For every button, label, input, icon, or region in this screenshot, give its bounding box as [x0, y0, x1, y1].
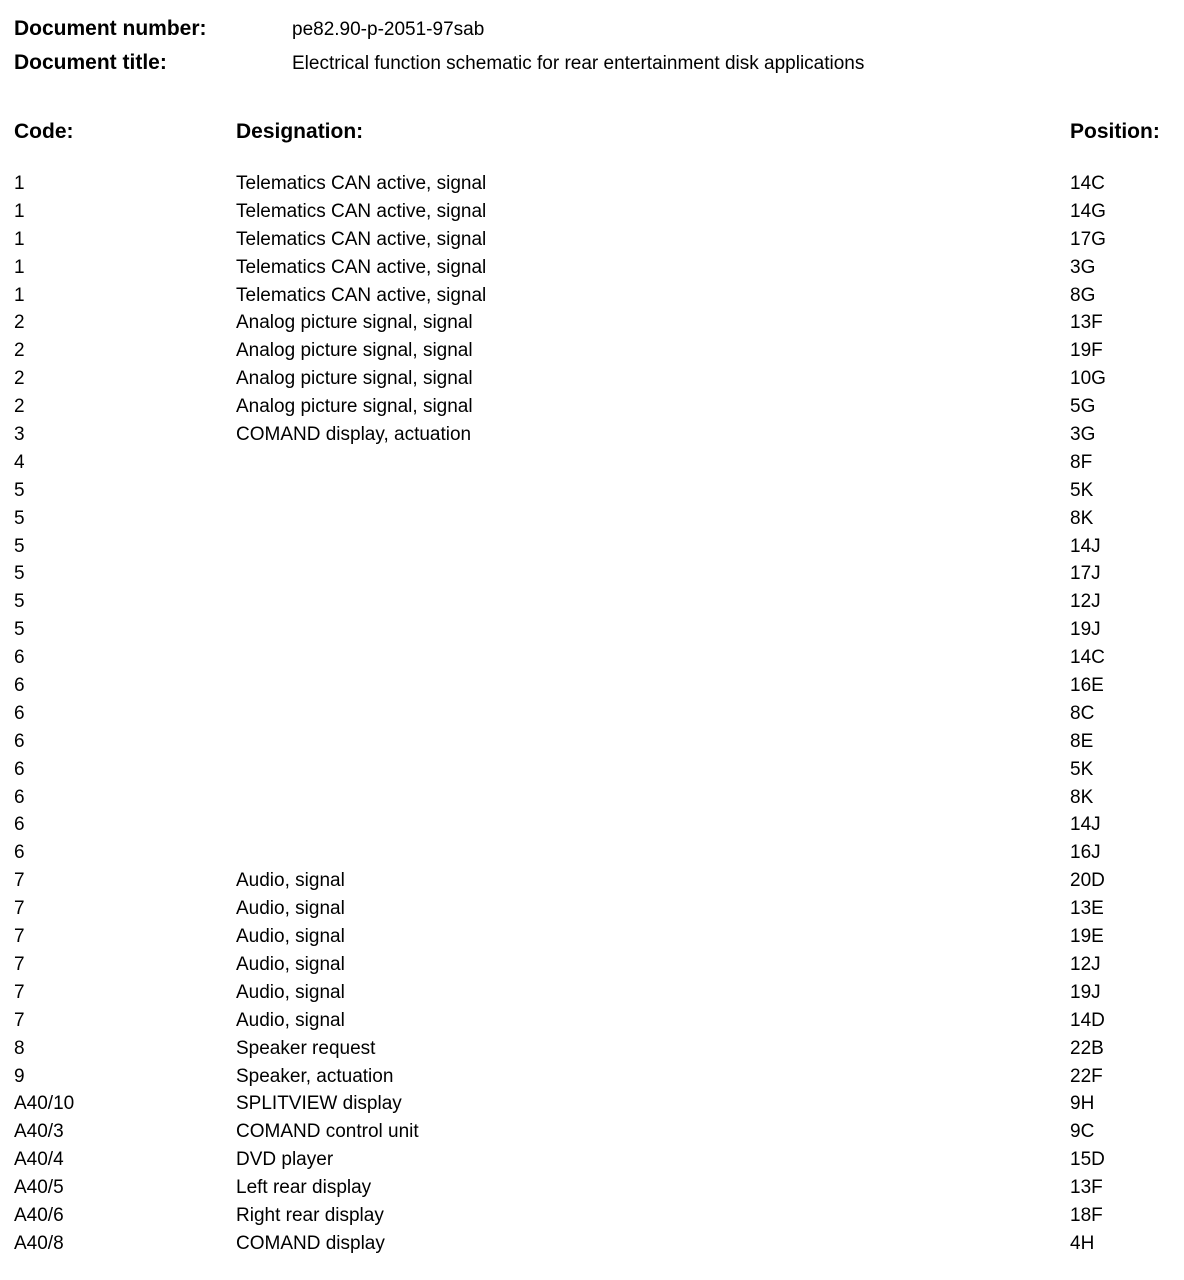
table-row — [14, 477, 1174, 505]
table-row — [14, 728, 1174, 756]
document-number-label: Document number: — [14, 17, 207, 40]
document-header — [14, 14, 1164, 82]
component-table-body — [14, 170, 1174, 1258]
designation-cell: DVD player — [236, 1149, 334, 1171]
table-row — [14, 1007, 1174, 1035]
table-row — [14, 1202, 1174, 1230]
position-cell: 22F — [1070, 1065, 1103, 1087]
table-row — [14, 644, 1174, 672]
table-row — [14, 282, 1174, 310]
position-cell: 19F — [1070, 340, 1103, 362]
code-cell: 1 — [14, 228, 25, 250]
code-cell: 2 — [14, 340, 25, 362]
designation-cell: Telematics CAN active, signal — [236, 173, 487, 194]
position-cell: 14C — [1070, 173, 1105, 194]
table-row — [14, 1063, 1174, 1091]
position-cell: 16E — [1070, 675, 1104, 697]
code-cell: 5 — [14, 619, 25, 641]
code-cell: A40/6 — [14, 1204, 64, 1226]
table-row — [14, 811, 1174, 839]
code-cell: 4 — [14, 451, 25, 473]
table-row — [14, 895, 1174, 923]
designation-cell: Right rear display — [236, 1204, 384, 1226]
table-row — [14, 839, 1174, 867]
document-number-row — [14, 14, 1164, 48]
position-cell: 8K — [1070, 786, 1094, 808]
code-cell: 7 — [14, 926, 25, 948]
table-row — [14, 1146, 1174, 1174]
position-cell: 14J — [1070, 814, 1101, 836]
position-cell: 10G — [1070, 368, 1106, 390]
designation-cell: Audio, signal — [236, 898, 345, 920]
table-header — [14, 117, 1184, 147]
table-row — [14, 784, 1174, 812]
table-row — [14, 979, 1174, 1007]
table-row — [14, 198, 1174, 226]
table-row — [14, 672, 1174, 700]
table-row — [14, 756, 1174, 784]
table-row — [14, 449, 1174, 477]
code-cell: 7 — [14, 953, 25, 975]
position-cell: 9H — [1070, 1093, 1095, 1115]
designation-cell: Audio, signal — [236, 870, 345, 892]
designation-cell: Analog picture signal, signal — [236, 368, 473, 390]
position-cell: 3G — [1070, 256, 1096, 278]
position-cell: 14D — [1070, 1009, 1105, 1031]
designation-cell: Telematics CAN active, signal — [236, 228, 487, 250]
position-cell: 19E — [1070, 926, 1104, 948]
position-cell: 19J — [1070, 619, 1101, 641]
document-number-value: pe82.90-p-2051-97sab — [292, 19, 485, 40]
position-cell: 8K — [1070, 507, 1094, 529]
code-cell: 6 — [14, 842, 25, 864]
position-cell: 17J — [1070, 563, 1101, 585]
table-row — [14, 1230, 1174, 1258]
document-title-value: Electrical function schematic for rear entertainment disk applications — [292, 53, 865, 74]
code-cell: 1 — [14, 256, 25, 278]
position-cell: 8F — [1070, 451, 1093, 473]
code-cell: 6 — [14, 786, 25, 808]
table-row — [14, 170, 1174, 198]
table-row — [14, 393, 1174, 421]
designation-cell: Speaker request — [236, 1037, 376, 1059]
code-cell: 5 — [14, 563, 25, 585]
table-row — [14, 337, 1174, 365]
designation-cell: Audio, signal — [236, 953, 345, 975]
code-cell: A40/3 — [14, 1121, 64, 1143]
table-row — [14, 1118, 1174, 1146]
table-row — [14, 700, 1174, 728]
designation-cell: Left rear display — [236, 1177, 372, 1199]
code-column-header: Code: — [14, 120, 74, 143]
document-title-row — [14, 48, 1164, 82]
table-row — [14, 588, 1174, 616]
code-cell: A40/4 — [14, 1149, 64, 1171]
document-title-label: Document title: — [14, 51, 167, 74]
position-cell: 8C — [1070, 702, 1095, 724]
table-row — [14, 867, 1174, 895]
designation-cell: COMAND display, actuation — [236, 424, 472, 446]
position-cell: 14J — [1070, 535, 1101, 557]
position-cell: 12J — [1070, 953, 1101, 975]
designation-cell: Telematics CAN active, signal — [236, 256, 487, 278]
table-row — [14, 616, 1174, 644]
code-cell: A40/5 — [14, 1177, 64, 1199]
designation-cell: Audio, signal — [236, 981, 345, 1003]
code-cell: 6 — [14, 675, 25, 697]
position-cell: 22B — [1070, 1037, 1104, 1059]
code-cell: 6 — [14, 702, 25, 724]
position-cell: 20D — [1070, 870, 1105, 892]
code-cell: 7 — [14, 1009, 25, 1031]
designation-cell: Analog picture signal, signal — [236, 340, 473, 362]
designation-cell: SPLITVIEW display — [236, 1093, 402, 1115]
table-row — [14, 254, 1174, 282]
code-cell: A40/8 — [14, 1232, 64, 1254]
designation-cell: Analog picture signal, signal — [236, 396, 473, 418]
position-cell: 3G — [1070, 424, 1096, 446]
table-row — [14, 226, 1174, 254]
table-row — [14, 1090, 1174, 1118]
code-cell: 2 — [14, 396, 25, 418]
code-cell: 5 — [14, 591, 25, 613]
position-cell: 4H — [1070, 1232, 1095, 1254]
position-cell: 16J — [1070, 842, 1101, 864]
designation-cell: Speaker, actuation — [236, 1065, 394, 1087]
position-cell: 14G — [1070, 200, 1106, 222]
code-cell: 5 — [14, 535, 25, 557]
code-cell: 9 — [14, 1065, 25, 1087]
table-row — [14, 1035, 1174, 1063]
code-cell: 3 — [14, 424, 25, 446]
position-column-header: Position: — [1070, 120, 1160, 143]
table-row — [14, 1174, 1174, 1202]
code-cell: 1 — [14, 200, 25, 222]
code-cell: 6 — [14, 814, 25, 836]
position-cell: 9C — [1070, 1121, 1095, 1143]
designation-column-header: Designation: — [236, 120, 364, 143]
code-cell: 1 — [14, 173, 25, 194]
code-cell: 5 — [14, 479, 25, 501]
table-row — [14, 365, 1174, 393]
position-cell: 19J — [1070, 981, 1101, 1003]
designation-cell: COMAND display — [236, 1232, 385, 1254]
code-cell: 7 — [14, 981, 25, 1003]
code-cell: 6 — [14, 730, 25, 752]
code-cell: 2 — [14, 312, 25, 334]
position-cell: 12J — [1070, 591, 1101, 613]
code-cell: 8 — [14, 1037, 25, 1059]
code-cell: 6 — [14, 758, 25, 780]
position-cell: 18F — [1070, 1204, 1103, 1226]
code-cell: 7 — [14, 898, 25, 920]
position-cell: 5G — [1070, 396, 1096, 418]
code-cell: 7 — [14, 870, 25, 892]
code-cell: 5 — [14, 507, 25, 529]
position-cell: 5K — [1070, 479, 1094, 501]
position-cell: 15D — [1070, 1149, 1105, 1171]
table-row — [14, 923, 1174, 951]
position-cell: 8E — [1070, 730, 1094, 752]
position-cell: 5K — [1070, 758, 1094, 780]
code-cell: 6 — [14, 647, 25, 669]
code-cell: A40/10 — [14, 1093, 75, 1115]
table-row — [14, 951, 1174, 979]
table-row — [14, 309, 1174, 337]
table-row — [14, 505, 1174, 533]
designation-cell: Audio, signal — [236, 1009, 345, 1031]
position-cell: 17G — [1070, 228, 1106, 250]
position-cell: 8G — [1070, 284, 1096, 306]
position-cell: 13F — [1070, 1177, 1103, 1199]
code-cell: 1 — [14, 284, 25, 306]
designation-cell: Telematics CAN active, signal — [236, 284, 487, 306]
designation-cell: COMAND control unit — [236, 1121, 419, 1143]
code-cell: 2 — [14, 368, 25, 390]
table-row — [14, 560, 1174, 588]
table-row — [14, 421, 1174, 449]
position-cell: 13F — [1070, 312, 1103, 334]
position-cell: 14C — [1070, 647, 1105, 669]
designation-cell: Telematics CAN active, signal — [236, 200, 487, 222]
table-row — [14, 533, 1174, 561]
position-cell: 13E — [1070, 898, 1104, 920]
designation-cell: Audio, signal — [236, 926, 345, 948]
designation-cell: Analog picture signal, signal — [236, 312, 473, 334]
